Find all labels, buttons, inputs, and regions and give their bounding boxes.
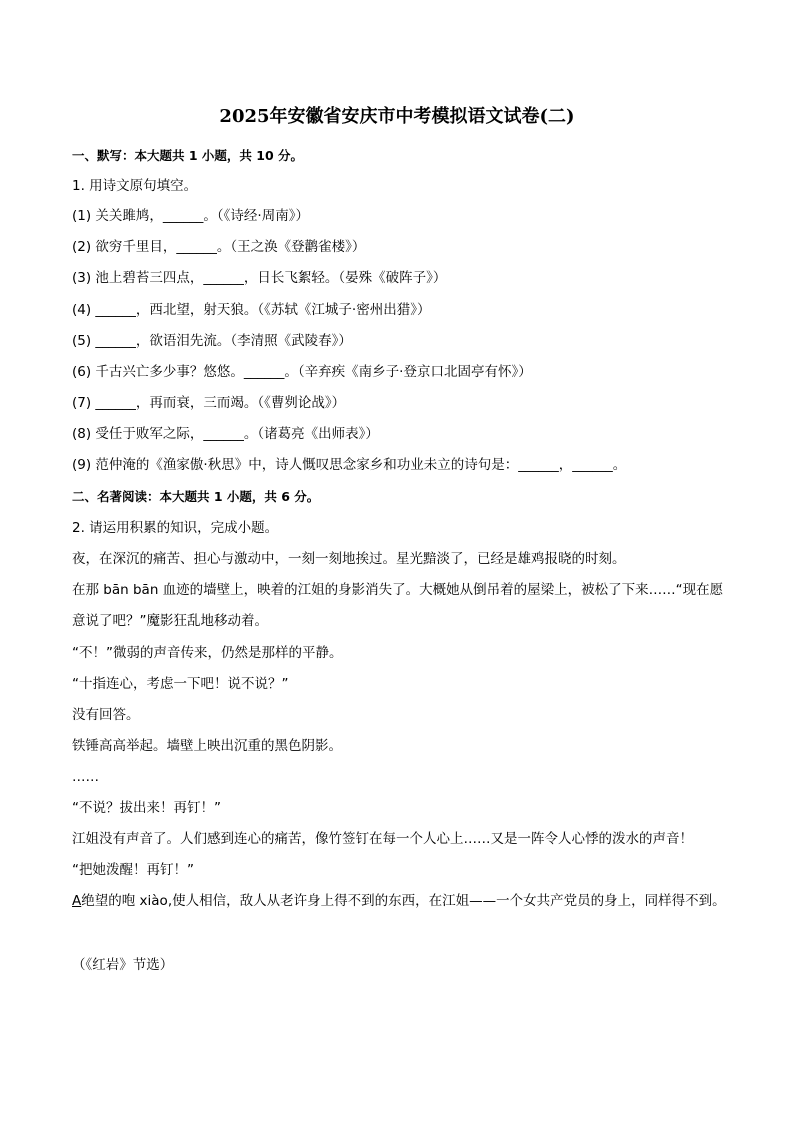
fill-item-4: (4) ______，西北望，射天狼。（《苏轼《江城子·密州出猎》） bbox=[72, 302, 431, 318]
passage-paragraph-11 bbox=[72, 886, 732, 917]
passage-paragraph-4: “十指连心，考虑一下吧！说不说？” bbox=[72, 676, 289, 692]
question-1: 1. 用诗文原句填空。 bbox=[72, 178, 198, 194]
fill-item-1: (1) 关关雎鸠，______。（《诗经·周南》） bbox=[72, 208, 309, 224]
fill-item-3: (3) 池上碧苔三四点，______，日长飞絮轻。（晏殊《破阵子》） bbox=[72, 270, 447, 286]
passage-source: （《红岩》节选） bbox=[72, 957, 174, 973]
passage-paragraph-9: 江姐没有声音了。人们感到连心的痛苦，像竹签钉在每一个人心上……又是一阵令人心悸的泼水的声音！ bbox=[72, 831, 693, 847]
passage-paragraph-10: “把她泼醒！再钉！” bbox=[72, 862, 194, 878]
passage-paragraph-3: “不！”微弱的声音传来，仍然是那样的平静。 bbox=[72, 645, 343, 661]
fill-item-6: (6) 千古兴亡多少事？悠悠。______。（辛弃疾《南乡子·登京口北固亭有怀》） bbox=[72, 364, 532, 380]
section-1-heading: 一、默写：本大题共 1 小题，共 10 分。 bbox=[72, 148, 304, 163]
fill-item-2: (2) 欲穷千里目，______。（王之涣《登鹳雀楼》） bbox=[72, 239, 366, 255]
fill-item-9: (9) 范仲淹的《渔家傲·秋思》中，诗人慨叹思念家乡和功业未立的诗句是：______，______。 bbox=[72, 457, 627, 473]
question-2: 2. 请运用积累的知识，完成小题。 bbox=[72, 520, 279, 536]
fill-item-8: (8) 受任于败军之际，______。（诸葛亮《出师表》） bbox=[72, 426, 379, 442]
passage-paragraph-5: 没有回答。 bbox=[72, 707, 140, 723]
passage-paragraph-6: 铁锤高高举起。墙壁上映出沉重的黑色阴影。 bbox=[72, 738, 342, 754]
passage-paragraph-8: “不说？拔出来！再钉！” bbox=[72, 800, 221, 816]
fill-item-7: (7) ______，再而衰，三而竭。（《曹刿论战》） bbox=[72, 395, 346, 411]
passage-ellipsis: …… bbox=[72, 769, 99, 785]
passage-paragraph-2: 在那 bān bān 血迹的墙壁上，映着的江姐的身影消失了。大概她从倒吊着的屋梁上，被松了下来……“现在愿意说了吧？”魔影狂乱地移动着。 bbox=[72, 582, 724, 629]
passage-paragraph-1: 夜，在深沉的痛苦、担心与激动中，一刻一刻地挨过。星光黯淡了，已经是雄鸡报晓的时刻。 bbox=[72, 551, 626, 567]
passage-paragraph-11-text: 绝望的咆 xiào,使人相信，敌人从老许身上得不到的东西，在江姐——一个女共产党员的身上，同样得不到。 bbox=[81, 893, 726, 909]
page-title: 2025年安徽省安庆市中考模拟语文试卷(二) bbox=[219, 106, 575, 127]
section-2-heading: 二、名著阅读：本大题共 1 小题，共 6 分。 bbox=[72, 489, 320, 504]
marker-a: A bbox=[72, 893, 82, 909]
fill-item-5: (5) ______，欲语泪先流。（李清照《武陵春》） bbox=[72, 333, 352, 349]
